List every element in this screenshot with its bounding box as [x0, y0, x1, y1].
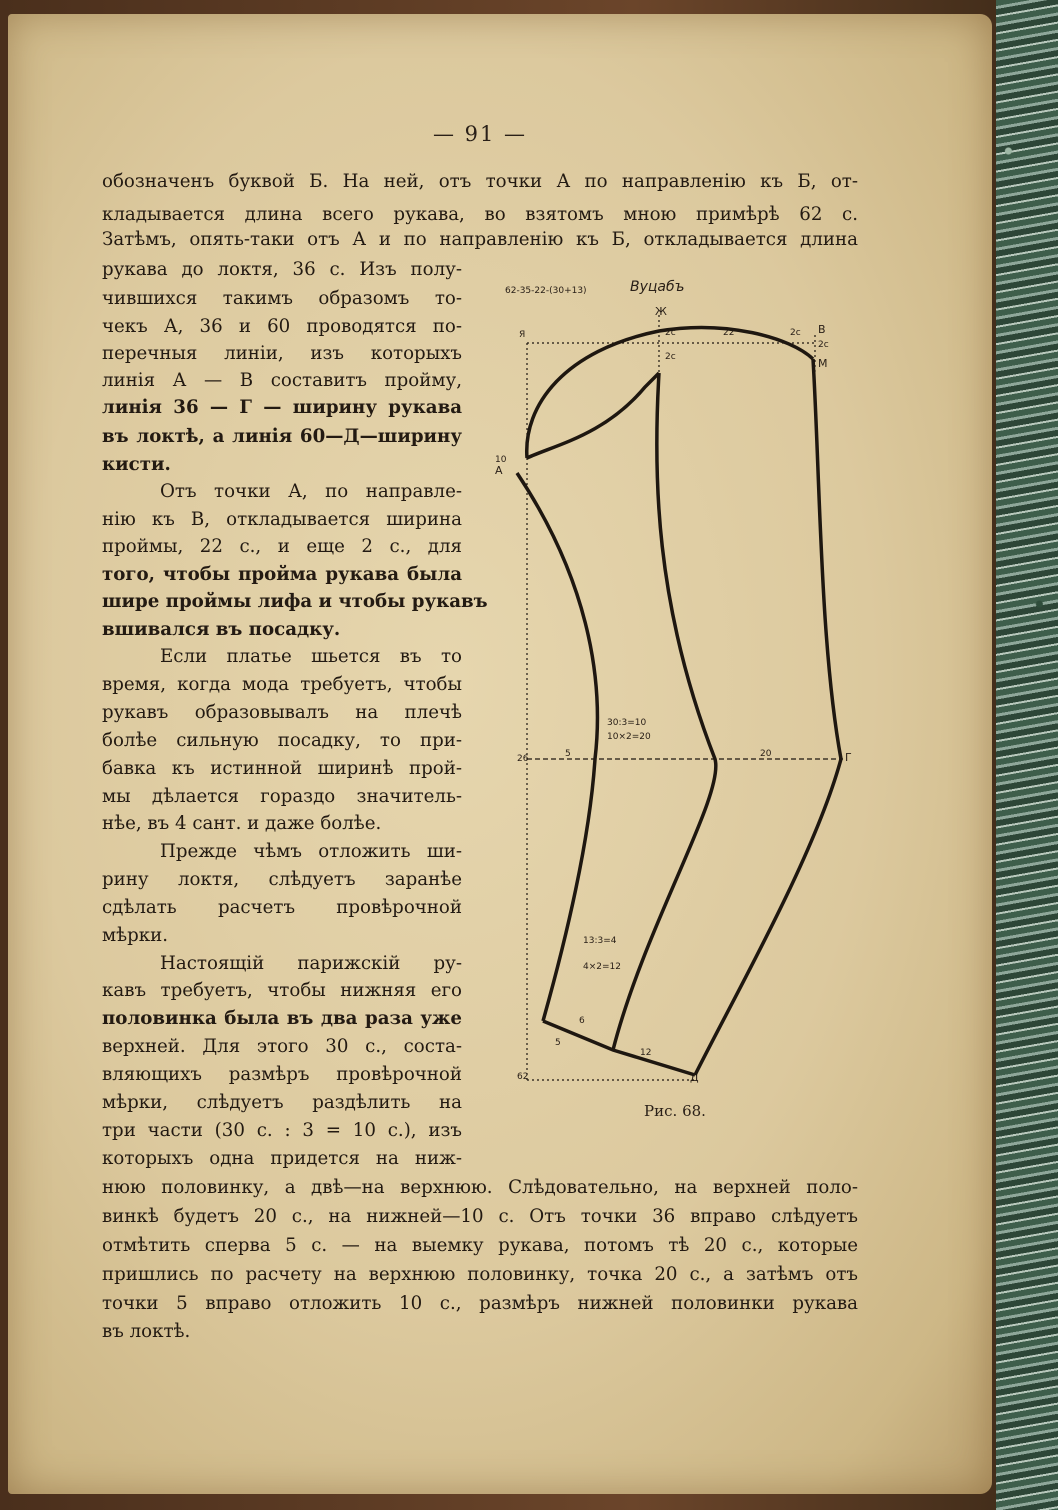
label-zh: Ж — [655, 305, 667, 318]
text-line: мѣрки, слѣдуетъ раздѣлить на — [102, 1092, 462, 1113]
text-line: Если платье шьется въ то — [160, 646, 462, 667]
label-26: 26 — [517, 754, 529, 764]
text-line: въ локтѣ, а линія 60—Д—ширину — [102, 426, 462, 447]
calc-note-1: 30:3=10 — [607, 718, 647, 728]
text-line: Настоящій парижскій ру- — [160, 953, 462, 974]
text-line: кавъ требуетъ, чтобы нижняя его — [102, 980, 462, 1001]
marbled-edge — [996, 0, 1058, 1510]
page-number: — 91 — — [432, 122, 528, 146]
label-20: 20 — [760, 749, 772, 759]
text-line: пришлись по расчету на верхнюю половинку, точка 20 с., а затѣмъ отъ — [102, 1264, 858, 1285]
text-line: перечныя линіи, изъ которыхъ — [102, 343, 462, 364]
label-5-bottom: 5 — [555, 1038, 561, 1048]
label-v: В — [818, 323, 826, 336]
text-line: нюю половинку, а двѣ—на верхнюю. Слѣдовательно, на верхней поло- — [102, 1177, 858, 1198]
label-22: 22 — [723, 328, 735, 338]
label-12: 12 — [640, 1048, 652, 1058]
text-line: чившихся такимъ образомъ то- — [102, 288, 462, 309]
label-5-top: 5 — [565, 749, 571, 759]
text-line: отмѣтить сперва 5 с. — на выемку рукава, потомъ тѣ 20 с., которые — [102, 1235, 858, 1256]
text-line: винкѣ будетъ 20 с., на нижней—10 с. Отъ точки 36 вправо слѣдуетъ — [102, 1206, 858, 1227]
text-line: мѣрки. — [102, 925, 169, 946]
sleeve-pattern-diagram — [495, 275, 855, 1105]
sleeve-pattern-figure — [495, 275, 855, 1105]
label-2c-b: 2с — [665, 352, 676, 362]
text-line: въ локтѣ. — [102, 1321, 191, 1342]
text-line: которыхъ одна придется на ниж- — [102, 1148, 462, 1169]
label-m: М — [818, 357, 828, 370]
text-line: три части (30 с. : 3 = 10 с.), изъ — [102, 1120, 462, 1141]
label-10: 10 — [495, 455, 507, 465]
text-line: обозначенъ буквой Б. На ней, отъ точки А по направленію къ Б, от- — [102, 171, 858, 192]
text-line: того, чтобы пройма рукава была — [102, 564, 462, 585]
text-line: рину локтя, слѣдуетъ заранѣе — [102, 869, 462, 890]
text-line: бавка къ истинной ширинѣ прой- — [102, 758, 462, 779]
text-line: нѣе, въ 4 сант. и даже болѣе. — [102, 813, 382, 834]
label-d: Д — [690, 1071, 699, 1084]
text-line: Затѣмъ, опять-таки отъ А и по направленію къ Б, откладывается длина — [102, 229, 858, 250]
label-a: А — [495, 464, 503, 477]
text-line: Прежде чѣмъ отложить ши- — [160, 841, 462, 862]
text-line: кисти. — [102, 454, 171, 475]
figure-caption: Рис. 68. — [644, 1102, 706, 1120]
sleeve-cap-curve — [527, 328, 813, 458]
label-ya: Я — [519, 330, 526, 340]
text-line: половинка была въ два раза уже — [102, 1008, 462, 1029]
label-2c-a: 2с — [665, 328, 676, 338]
label-2c-c: 2с — [790, 328, 801, 338]
calc-note-2: 10×2=20 — [607, 732, 651, 742]
label-62: 62 — [517, 1072, 529, 1082]
calc-note-4: 4×2=12 — [583, 962, 621, 972]
text-line: шире проймы лифа и чтобы рукавъ — [102, 591, 488, 612]
text-line: вляющихъ размѣръ провѣрочной — [102, 1064, 462, 1085]
text-line: нію къ В, откладывается ширина — [102, 509, 462, 530]
text-line: рукава до локтя, 36 с. Изъ полу- — [102, 259, 462, 280]
text-line: чекъ А, 36 и 60 проводятся по- — [102, 316, 462, 337]
text-line: точки 5 вправо отложить 10 с., размѣръ нижней половинки рукава — [102, 1293, 858, 1314]
text-line: рукавъ образовывалъ на плечѣ — [102, 702, 462, 723]
text-line: верхней. Для этого 30 с., соста- — [102, 1036, 462, 1057]
text-line: кладывается длина всего рукава, во взятомъ мною примѣрѣ 62 с. — [102, 204, 858, 225]
label-2c-d: 2с — [818, 340, 829, 350]
calc-note-3: 13:3=4 — [583, 936, 617, 946]
text-line: сдѣлать расчетъ провѣрочной — [102, 897, 462, 918]
text-line: линія 36 — Г — ширину рукава — [102, 397, 462, 418]
label-g: Г — [845, 751, 852, 764]
header-note: 62-35-22-(30+13) — [505, 286, 587, 296]
text-line: время, когда мода требуетъ, чтобы — [102, 674, 462, 695]
upper-inner-seam — [613, 373, 716, 1050]
label-6: 6 — [579, 1016, 585, 1026]
handwritten-label: Вуцабъ — [630, 279, 685, 295]
text-line: мы дѣлается гораздо значитель- — [102, 786, 462, 807]
text-line: болѣе сильную посадку, то при- — [102, 730, 462, 751]
text-line: Отъ точки А, по направле- — [160, 481, 462, 502]
text-line: проймы, 22 с., и еще 2 с., для — [102, 536, 462, 557]
armhole-lower-curve — [527, 373, 659, 458]
back-seam — [695, 359, 841, 1075]
text-line: линія А — В составитъ пройму, — [102, 370, 462, 391]
text-line: вшивался въ посадку. — [102, 619, 341, 640]
